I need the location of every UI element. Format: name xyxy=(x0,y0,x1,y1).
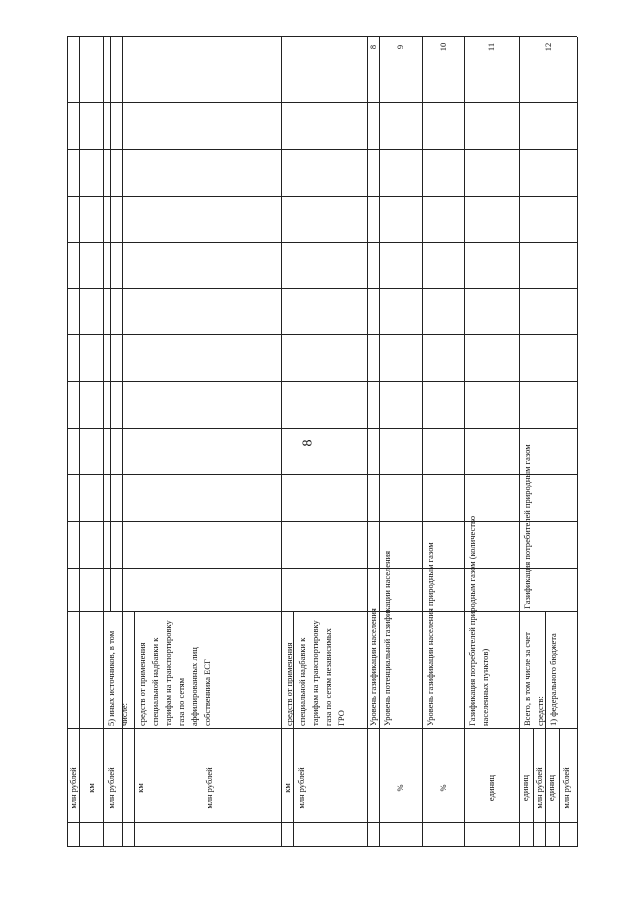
r10-num: 10 xyxy=(438,42,448,52)
r11-unit: единиц xyxy=(486,774,496,802)
r10-label: Уровень газификации населения природным газом xyxy=(425,542,435,726)
r11-num: 11 xyxy=(486,42,496,52)
r9-num: 9 xyxy=(395,44,405,50)
r12a-unit2: млн рублей xyxy=(534,767,544,809)
r12-label: Газификация потребителей природным газом xyxy=(522,444,532,609)
r5b-unit-mln: млн рублей xyxy=(296,767,306,809)
r5b-unit-km: км xyxy=(282,783,292,793)
r5a-unit-km: км xyxy=(135,783,145,793)
r12b-label: 1) федерального бюджета xyxy=(548,633,558,726)
r5-unit-mln: млн рублей xyxy=(106,767,116,809)
r5-label: 5) иных источников, в том числе: xyxy=(106,630,129,726)
page-number: 8 xyxy=(300,439,316,447)
r10-unit: % xyxy=(438,784,448,792)
r12-num: 12 xyxy=(543,42,553,52)
r9-unit: % xyxy=(395,784,405,792)
r11-label: Газификация потребителей природным газом (количество населенных пунктов) xyxy=(467,515,490,726)
r5b-label: средств от применения специальной надбавки к тарифам на транспортировку газа по сетям независимых ГРО xyxy=(284,620,346,726)
r8-num: 8 xyxy=(368,44,378,50)
r5a-unit-mln: млн рублей xyxy=(204,767,214,809)
r9-label: Уровень потенциальной газификации населения xyxy=(382,550,392,726)
r8-label: Уровень газификации населения xyxy=(368,608,378,726)
r5-top-unit: млн рублей xyxy=(68,767,78,809)
r12b-unit2: млн рублей xyxy=(561,767,571,809)
r12a-unit1: единиц xyxy=(520,774,530,802)
r12b-unit1: единиц xyxy=(546,774,556,802)
rotated-table xyxy=(67,37,577,847)
r12a-label: Всего, в том числе за счет средств: xyxy=(522,632,545,726)
r5a-label: средств от применения специальной надбавки к тарифам на транспортировку газа по сетям аффилированных лиц собственника ЕСГ xyxy=(137,620,212,726)
r5-unit-km: км xyxy=(86,783,96,793)
